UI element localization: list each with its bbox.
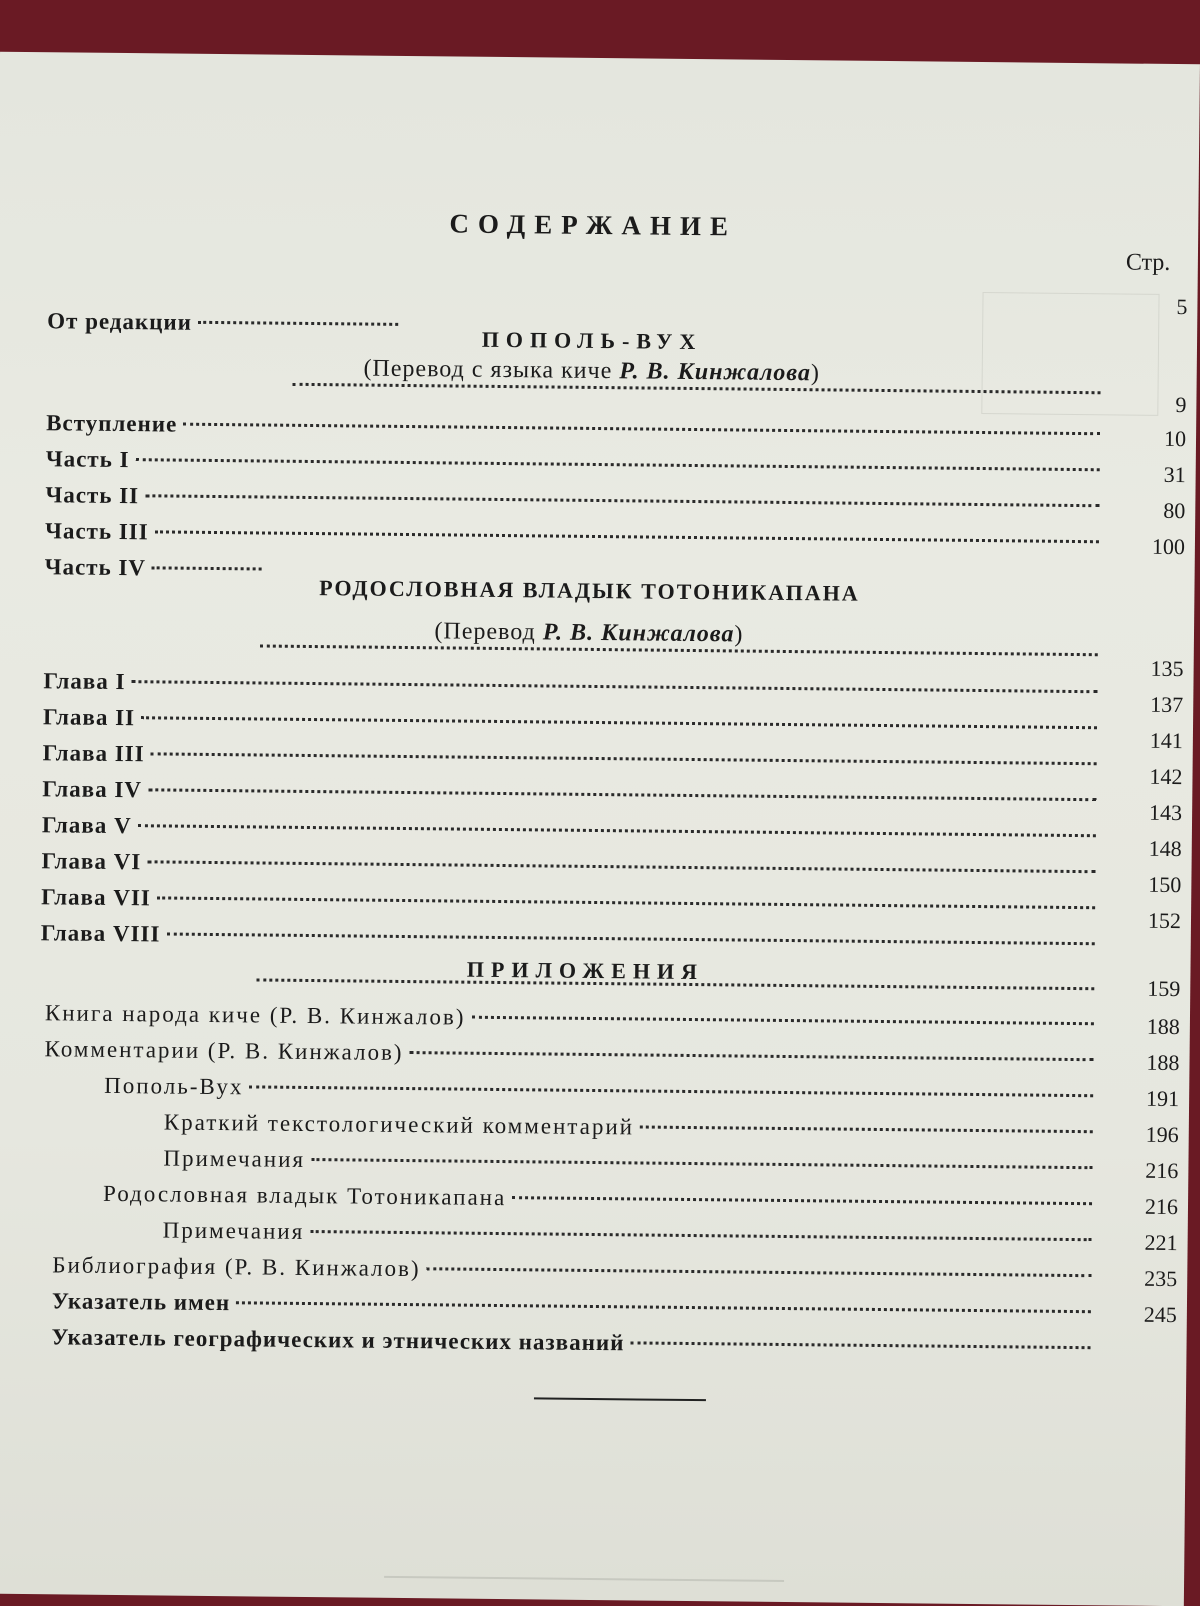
leader-dots (155, 530, 1099, 543)
leader-dots (630, 1341, 1090, 1349)
leader-dots (640, 1125, 1093, 1133)
toc-entry (42, 776, 1102, 817)
subtitle-paren: ) (810, 360, 821, 387)
toc-entry-label: Глава IV (42, 776, 143, 803)
page-number: 216 (1144, 1193, 1179, 1220)
toc-entry-label: Глава I (43, 668, 126, 695)
page-number: 235 (1144, 1265, 1178, 1292)
page-number: 9 (1175, 392, 1187, 418)
page-number: 188 (1146, 1013, 1181, 1040)
leader-dots (311, 1158, 1092, 1169)
page-number: 10 (1163, 425, 1187, 452)
toc-entry (43, 704, 1103, 745)
toc-entry (43, 740, 1103, 781)
page-number: 135 (1150, 655, 1184, 682)
leader-dots (138, 824, 1096, 837)
toc-entry (163, 1145, 1098, 1185)
toc-entry-label: Глава II (42, 704, 136, 731)
page-number: 100 (1151, 533, 1186, 560)
toc-entry (45, 482, 1105, 523)
page-number: 143 (1149, 799, 1183, 826)
toc-entry (103, 1181, 1098, 1221)
toc-entry-label: Примечания (162, 1217, 305, 1244)
leader-dots (310, 1230, 1091, 1241)
translator-name: Р. В. Кинжалова (542, 619, 735, 648)
page-number: 141 (1149, 727, 1184, 754)
toc-entry-label: Указатель географических и этнических названий (51, 1324, 625, 1356)
toc-entry-label: Глава VII (41, 884, 151, 911)
page-number: 150 (1148, 871, 1182, 898)
toc-entry-label: Глава VI (41, 848, 142, 875)
page-number: 142 (1149, 763, 1183, 790)
bleed-through-caption (384, 1576, 784, 1582)
leader-dots (512, 1196, 1092, 1205)
toc-entry (104, 1073, 1099, 1113)
toc-entry-label: Глава III (42, 740, 145, 767)
toc-entry (42, 812, 1102, 853)
toc-entry-label: Библиография (Р. В. Кинжалов) (52, 1252, 421, 1282)
toc-entry (163, 1217, 1098, 1257)
toc-entry-label: Комментарии (Р. В. Кинжалов) (44, 1036, 404, 1065)
toc-entry-label: Указатель имен (51, 1288, 231, 1316)
leader-dots (136, 458, 1100, 471)
subtitle-paren: ) (734, 621, 744, 648)
leader-dots (249, 1085, 1093, 1097)
leader-dots (471, 1016, 1093, 1026)
toc-entry (46, 446, 1106, 487)
toc-entry-label: Пополь-Вух (104, 1072, 244, 1100)
page-number: 196 (1145, 1121, 1179, 1148)
page-title: СОДЕРЖАНИЕ (449, 208, 738, 242)
leader-dots (132, 680, 1098, 693)
leader-dots (152, 566, 262, 570)
toc-entry (41, 884, 1101, 925)
subtitle-text: (Перевод (434, 618, 536, 646)
toc-entry-label: Примечания (163, 1145, 306, 1172)
subtitle-text: (Перевод с языка киче (363, 355, 613, 385)
toc-entry (41, 848, 1101, 889)
toc-entry-label: Часть I (45, 446, 130, 473)
toc-entry-label: Глава VIII (40, 920, 161, 947)
toc-entry (45, 518, 1105, 559)
page-number: 5 (1176, 294, 1188, 320)
translator-name: Р. В. Кинжалова (619, 358, 812, 387)
page-number: 191 (1146, 1085, 1180, 1112)
page-number: 188 (1146, 1049, 1180, 1076)
leader-dots (166, 933, 1094, 946)
leader-dots (236, 1301, 1091, 1313)
toc-entry (164, 1109, 1099, 1149)
leader-dots (427, 1267, 1092, 1277)
leader-dots (183, 423, 1100, 436)
page-number: 152 (1147, 907, 1182, 934)
toc-entry-label: Родословная владык Тотоникапана (102, 1180, 507, 1211)
closing-rule (534, 1397, 706, 1401)
page-number: 148 (1148, 835, 1182, 862)
page-number: 137 (1150, 691, 1184, 718)
leader-dots (147, 860, 1095, 873)
toc-entry-label: От редакции (47, 308, 193, 335)
toc-entry (44, 1036, 1099, 1077)
toc-entry-label: Краткий текстологический комментарий (163, 1109, 635, 1140)
section-heading: РОДОСЛОВНАЯ ВЛАДЫК ТОТОНИКАПАНА (319, 575, 860, 606)
section-heading: ПОПОЛЬ-ВУХ (481, 326, 703, 355)
page-number: 221 (1144, 1229, 1178, 1256)
section-heading: ПРИЛОЖЕНИЯ (466, 956, 705, 985)
toc-entry (52, 1288, 1097, 1329)
page-number: 31 (1163, 461, 1186, 488)
toc-entry-label: Часть II (45, 482, 140, 509)
page-number: 80 (1163, 497, 1186, 524)
leader-dots (141, 716, 1097, 729)
leader-dots (148, 788, 1096, 801)
toc-entry-label: Часть IV (44, 554, 147, 581)
toc-entry (52, 1252, 1097, 1293)
page-number: 216 (1145, 1157, 1179, 1184)
toc-entry-label: Книга народа киче (Р. В. Кинжалов) (44, 1000, 466, 1030)
book-page (0, 52, 1200, 1606)
page-column-header: Стр. (1125, 249, 1171, 276)
toc-entry-label: Вступление (46, 410, 178, 437)
toc-entry-label: Глава V (41, 812, 132, 839)
toc-entry-label: Часть III (44, 518, 149, 545)
leader-dots (145, 494, 1099, 507)
leader-dots (157, 896, 1095, 909)
page-number: 159 (1147, 975, 1181, 1002)
page-number: 245 (1143, 1301, 1178, 1328)
leader-dots (410, 1051, 1094, 1061)
toc-entry (51, 1324, 1096, 1365)
leader-dots (151, 752, 1097, 765)
